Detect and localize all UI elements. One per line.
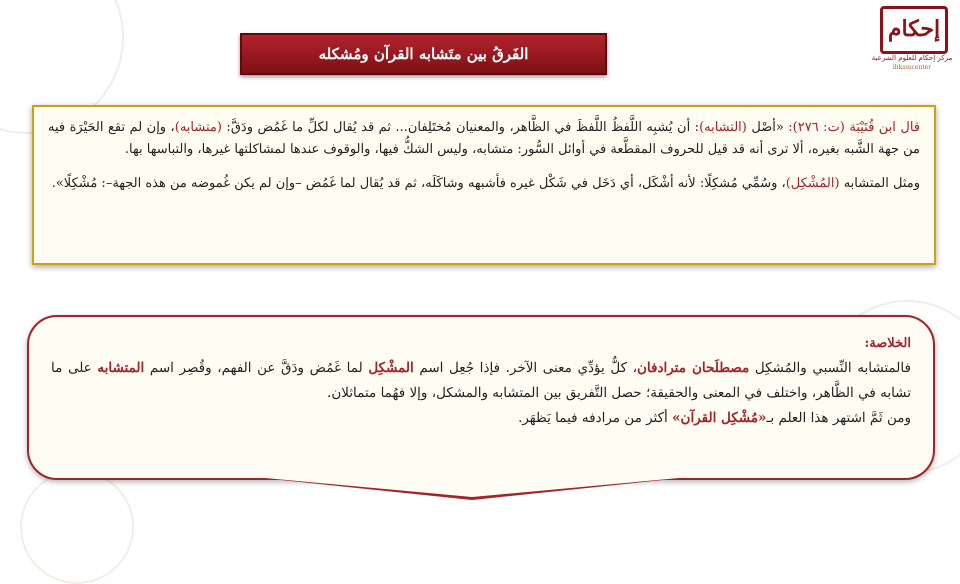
term-mushkil: (المُشْكِل) [785, 176, 840, 191]
summary-line-1 [51, 356, 911, 406]
summary-line-3 [51, 406, 911, 431]
quote-box [32, 105, 936, 265]
summary-term: «مُشْكِل القرآن» [672, 410, 767, 426]
logo-subtitle-latin: ihkamcenter [892, 64, 932, 71]
quote-text: : أن يُشبِه اللَّفظُ اللَّفظَ في الظَّاهر، والمعنيان مُختَلِفان... ثم قد يُقال لكلِّ ما غَمُض ودَقَّ: [221, 120, 700, 135]
summary-term: المشْكِل [368, 360, 414, 376]
summary-term: مصطلَحان مترادفان [636, 360, 750, 376]
quote-paragraph-2 [48, 173, 920, 195]
quote-text: ، وسُمِّي مُشكِلًا: لأنه أشْكَل، أي دَخَل في شَكْل غيره فأشبهه وشاكَلَه، ثم قد يُقال لما غَمُض –وإن لم يكن غُموضه من هذه الجهة–: مُشْكِلًا». [51, 176, 786, 191]
term-mutashabih: (متشابه) [174, 120, 222, 135]
summary-text: ومن ثَمَّ اشتهر هذا العلم بـ [766, 410, 911, 426]
quote-text: ، وإن لم تقع الحَيْرَة فيه من جهة الشَّبه بغيره، ألا ترى أنه قد قيل للحروف المقطَّعة في أوائل السُّور: متشابه، وليس الشكُّ فيها، والوقوف عندها لمشاكلتها غيرها، والتباسها بها. [48, 120, 920, 157]
summary-box [27, 315, 935, 480]
quote-paragraph-1 [48, 117, 920, 161]
summary-text: على ما تشابه في الظَّاهر، واختلف في المعنى والحقيقة؛ حصل التَّفريق بين المتشابه والمشكل، وإلا فهُما متماثلان. [51, 360, 911, 401]
summary-text: فالمتشابه النِّسبي والمُشكِل [749, 360, 911, 376]
slide-title: الفَرقُ بين متَشابه القرآن ومُشكله [240, 33, 607, 75]
summary-text: لما غَمُض ودَقَّ عن الفهم، وقُصِر اسم [144, 360, 369, 376]
summary-text: ، كلٌّ يؤدِّي معنى الآخر. فإذا جُعِل اسم [413, 360, 637, 376]
quote-text: «أصْل [746, 120, 789, 135]
term-tashabuh: (التشابه) [699, 120, 747, 135]
quote-author: قال ابن قُتَيْبَة (ت: ٢٧٦): [788, 120, 921, 135]
summary-term: المتشابه [97, 360, 145, 376]
logo-mark: إحكام [880, 6, 948, 54]
summary-text: أكثر من مرادفه فيما يَظهَر. [518, 410, 673, 426]
summary-heading: الخلاصة: [864, 336, 911, 351]
summary-arrow-inner [265, 478, 679, 497]
logo [870, 6, 954, 70]
decorative-pattern [20, 470, 134, 584]
quote-text: ومثل المتشابه [839, 176, 920, 191]
logo-subtitle: مركز إحكام للعلوم الشرعية [871, 54, 953, 62]
